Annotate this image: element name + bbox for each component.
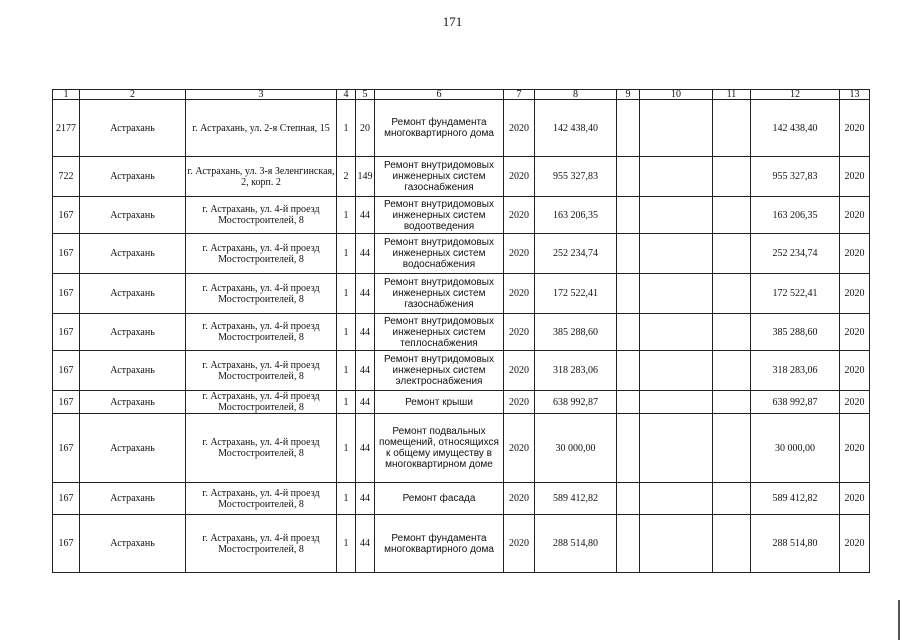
table-row (53, 157, 870, 197)
cell-address: г. Астрахань, ул. 4-й проезд Мостостроителей, 8 (186, 391, 337, 414)
cell-work-type: Ремонт подвальных помещений, относящихся к общему имуществу в многоквартирном доме (375, 414, 504, 483)
cell-col9 (617, 414, 640, 483)
cell-total: 172 522,41 (751, 274, 840, 314)
cell-work-type: Ремонт фундамента многоквартирного дома (375, 515, 504, 573)
cell-work-type: Ремонт внутридомовых инженерных систем теплоснабжения (375, 314, 504, 351)
cell-cost: 172 522,41 (535, 274, 617, 314)
cell-total: 288 514,80 (751, 515, 840, 573)
cell-address: г. Астрахань, ул. 3-я Зеленгинская, 2, корп. 2 (186, 157, 337, 197)
cell-col9 (617, 515, 640, 573)
cell-address: г. Астрахань, ул. 4-й проезд Мостостроителей, 8 (186, 414, 337, 483)
cell-col10 (640, 157, 713, 197)
cell-address: г. Астрахань, ул. 4-й проезд Мостостроителей, 8 (186, 314, 337, 351)
header-row (53, 90, 870, 100)
cell-col10 (640, 274, 713, 314)
cell-city: Астрахань (80, 157, 186, 197)
cell-col9 (617, 157, 640, 197)
cell-col5: 44 (356, 314, 375, 351)
cell-col10 (640, 100, 713, 157)
cell-cost: 955 327,83 (535, 157, 617, 197)
table-row (53, 351, 870, 391)
cell-col10 (640, 234, 713, 274)
cell-number: 167 (53, 483, 80, 515)
cell-total: 142 438,40 (751, 100, 840, 157)
cell-col11 (713, 100, 751, 157)
cell-col11 (713, 157, 751, 197)
cell-work-type: Ремонт внутридомовых инженерных систем электроснабжения (375, 351, 504, 391)
column-header-2: 2 (80, 90, 186, 100)
cell-col5: 149 (356, 157, 375, 197)
cell-number: 2177 (53, 100, 80, 157)
column-header-9: 9 (617, 90, 640, 100)
column-header-12: 12 (751, 90, 840, 100)
cell-number: 722 (53, 157, 80, 197)
cell-cost: 638 992,87 (535, 391, 617, 414)
cell-col5: 44 (356, 515, 375, 573)
cell-total: 163 206,35 (751, 197, 840, 234)
cell-col9 (617, 197, 640, 234)
table-row (53, 483, 870, 515)
cell-col11 (713, 515, 751, 573)
cell-total: 252 234,74 (751, 234, 840, 274)
cell-city: Астрахань (80, 274, 186, 314)
cell-year: 2020 (504, 351, 535, 391)
cell-col11 (713, 391, 751, 414)
table-row (53, 197, 870, 234)
cell-col4: 1 (337, 197, 356, 234)
cell-end-year: 2020 (840, 274, 870, 314)
cell-col5: 20 (356, 100, 375, 157)
cell-cost: 589 412,82 (535, 483, 617, 515)
cell-work-type: Ремонт фасада (375, 483, 504, 515)
cell-col11 (713, 351, 751, 391)
cell-col10 (640, 483, 713, 515)
cell-total: 30 000,00 (751, 414, 840, 483)
cell-address: г. Астрахань, ул. 4-й проезд Мостостроителей, 8 (186, 274, 337, 314)
cell-city: Астрахань (80, 515, 186, 573)
cell-total: 638 992,87 (751, 391, 840, 414)
cell-col4: 1 (337, 234, 356, 274)
cell-work-type: Ремонт внутридомовых инженерных систем водоснабжения (375, 234, 504, 274)
cell-end-year: 2020 (840, 157, 870, 197)
column-header-13: 13 (840, 90, 870, 100)
cell-year: 2020 (504, 314, 535, 351)
table-row (53, 234, 870, 274)
table-row (53, 314, 870, 351)
cell-year: 2020 (504, 391, 535, 414)
cell-col5: 44 (356, 391, 375, 414)
cell-col4: 1 (337, 414, 356, 483)
cell-col10 (640, 414, 713, 483)
cell-cost: 385 288,60 (535, 314, 617, 351)
cell-col4: 1 (337, 391, 356, 414)
cell-city: Астрахань (80, 314, 186, 351)
cell-total: 385 288,60 (751, 314, 840, 351)
column-header-3: 3 (186, 90, 337, 100)
cell-col4: 1 (337, 314, 356, 351)
cell-col5: 44 (356, 483, 375, 515)
cell-cost: 288 514,80 (535, 515, 617, 573)
cell-col9 (617, 274, 640, 314)
cell-col4: 1 (337, 100, 356, 157)
column-header-1: 1 (53, 90, 80, 100)
table-row (53, 274, 870, 314)
cell-total: 318 283,06 (751, 351, 840, 391)
cell-col5: 44 (356, 234, 375, 274)
cell-city: Астрахань (80, 100, 186, 157)
cell-cost: 318 283,06 (535, 351, 617, 391)
cell-address: г. Астрахань, ул. 4-й проезд Мостостроителей, 8 (186, 234, 337, 274)
cell-col4: 1 (337, 483, 356, 515)
cell-end-year: 2020 (840, 314, 870, 351)
cell-col11 (713, 483, 751, 515)
cell-end-year: 2020 (840, 234, 870, 274)
column-header-5: 5 (356, 90, 375, 100)
cell-address: г. Астрахань, ул. 2-я Степная, 15 (186, 100, 337, 157)
cell-year: 2020 (504, 515, 535, 573)
cell-year: 2020 (504, 483, 535, 515)
cell-end-year: 2020 (840, 483, 870, 515)
cell-end-year: 2020 (840, 351, 870, 391)
cell-end-year: 2020 (840, 515, 870, 573)
column-header-7: 7 (504, 90, 535, 100)
cell-city: Астрахань (80, 197, 186, 234)
cell-year: 2020 (504, 157, 535, 197)
cell-col4: 1 (337, 274, 356, 314)
cell-col4: 1 (337, 515, 356, 573)
repair-schedule-table (52, 89, 870, 573)
cell-number: 167 (53, 197, 80, 234)
cell-year: 2020 (504, 234, 535, 274)
table-row (53, 100, 870, 157)
cell-col9 (617, 100, 640, 157)
cell-city: Астрахань (80, 483, 186, 515)
cell-end-year: 2020 (840, 414, 870, 483)
cell-address: г. Астрахань, ул. 4-й проезд Мостостроителей, 8 (186, 197, 337, 234)
cell-col11 (713, 234, 751, 274)
cell-number: 167 (53, 414, 80, 483)
cell-number: 167 (53, 314, 80, 351)
cell-col11 (713, 314, 751, 351)
cell-cost: 142 438,40 (535, 100, 617, 157)
cell-address: г. Астрахань, ул. 4-й проезд Мостостроителей, 8 (186, 483, 337, 515)
cell-col5: 44 (356, 274, 375, 314)
table-row (53, 414, 870, 483)
cell-cost: 252 234,74 (535, 234, 617, 274)
cell-col9 (617, 483, 640, 515)
table-header (53, 90, 870, 100)
cell-end-year: 2020 (840, 100, 870, 157)
table-row (53, 515, 870, 573)
column-header-10: 10 (640, 90, 713, 100)
cell-col5: 44 (356, 414, 375, 483)
cell-number: 167 (53, 234, 80, 274)
column-header-11: 11 (713, 90, 751, 100)
page-number: 171 (442, 14, 463, 29)
cell-year: 2020 (504, 197, 535, 234)
cell-address: г. Астрахань, ул. 4-й проезд Мостостроителей, 8 (186, 351, 337, 391)
cell-col9 (617, 314, 640, 351)
cell-city: Астрахань (80, 351, 186, 391)
cell-number: 167 (53, 515, 80, 573)
cell-number: 167 (53, 391, 80, 414)
cell-work-type: Ремонт внутридомовых инженерных систем водоотведения (375, 197, 504, 234)
cell-col9 (617, 351, 640, 391)
cell-work-type: Ремонт крыши (375, 391, 504, 414)
scan-edge-mark (898, 600, 900, 640)
cell-cost: 30 000,00 (535, 414, 617, 483)
cell-col4: 2 (337, 157, 356, 197)
cell-col4: 1 (337, 351, 356, 391)
cell-end-year: 2020 (840, 197, 870, 234)
cell-col10 (640, 197, 713, 234)
cell-total: 589 412,82 (751, 483, 840, 515)
cell-col5: 44 (356, 351, 375, 391)
cell-col10 (640, 314, 713, 351)
cell-col10 (640, 515, 713, 573)
cell-city: Астрахань (80, 234, 186, 274)
cell-work-type: Ремонт фундамента многоквартирного дома (375, 100, 504, 157)
cell-work-type: Ремонт внутридомовых инженерных систем газоснабжения (375, 274, 504, 314)
cell-col11 (713, 197, 751, 234)
cell-year: 2020 (504, 274, 535, 314)
table-body (53, 100, 870, 573)
cell-col11 (713, 414, 751, 483)
cell-col11 (713, 274, 751, 314)
cell-number: 167 (53, 351, 80, 391)
cell-year: 2020 (504, 414, 535, 483)
cell-col10 (640, 351, 713, 391)
cell-col9 (617, 234, 640, 274)
cell-col9 (617, 391, 640, 414)
cell-city: Астрахань (80, 391, 186, 414)
cell-work-type: Ремонт внутридомовых инженерных систем газоснабжения (375, 157, 504, 197)
cell-col5: 44 (356, 197, 375, 234)
cell-address: г. Астрахань, ул. 4-й проезд Мостостроителей, 8 (186, 515, 337, 573)
column-header-6: 6 (375, 90, 504, 100)
cell-number: 167 (53, 274, 80, 314)
cell-cost: 163 206,35 (535, 197, 617, 234)
table-row (53, 391, 870, 414)
cell-end-year: 2020 (840, 391, 870, 414)
column-header-4: 4 (337, 90, 356, 100)
column-header-8: 8 (535, 90, 617, 100)
cell-total: 955 327,83 (751, 157, 840, 197)
cell-city: Астрахань (80, 414, 186, 483)
cell-col10 (640, 391, 713, 414)
cell-year: 2020 (504, 100, 535, 157)
